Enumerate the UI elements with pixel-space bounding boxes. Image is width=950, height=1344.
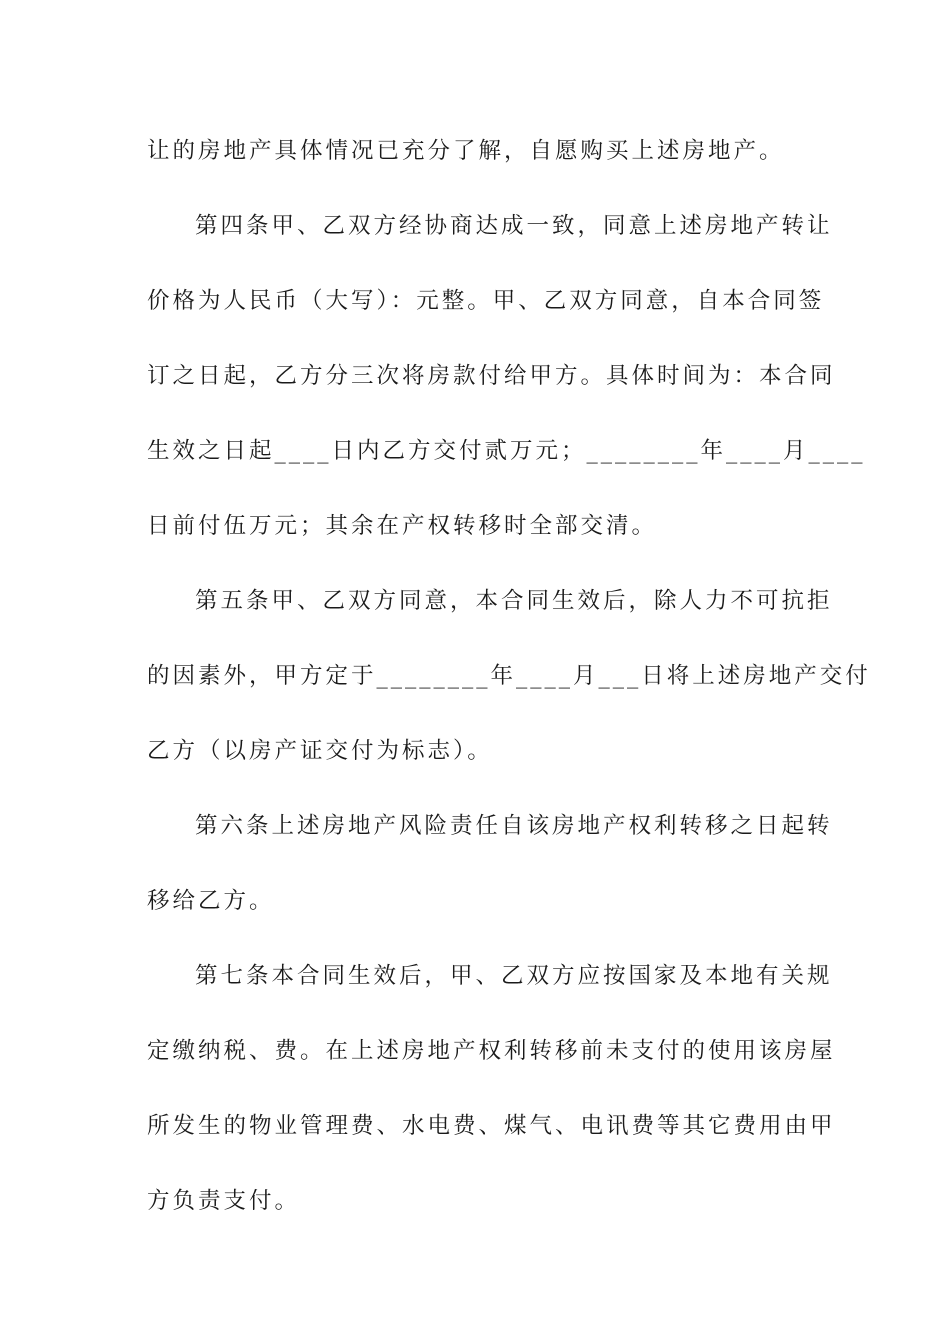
- text-line: 的因素外，甲方定于________年____月___日将上述房地产交付: [147, 663, 871, 689]
- text-line: 乙方（以房产证交付为标志）。: [147, 738, 493, 764]
- text-line: 订之日起，乙方分三次将房款付给甲方。具体时间为：本合同: [147, 363, 836, 389]
- article-7-line: 第七条本合同生效后，甲、乙双方应按国家及本地有关规: [195, 963, 833, 989]
- text-line: 价格为人民币（大写）：元整。甲、乙双方同意，自本合同签: [147, 288, 825, 314]
- text-line: 日前付伍万元；其余在产权转移时全部交清。: [147, 513, 658, 539]
- text-line: 移给乙方。: [147, 888, 275, 914]
- text-line: 生效之日起____日内乙方交付贰万元；________年____月____: [147, 438, 866, 464]
- article-5-line: 第五条甲、乙双方同意，本合同生效后，除人力不可抗拒: [195, 588, 833, 614]
- text-line: 所发生的物业管理费、水电费、煤气、电讯费等其它费用由甲: [147, 1113, 836, 1139]
- article-4-line: 第四条甲、乙双方经协商达成一致，同意上述房地产转让: [195, 213, 833, 239]
- text-line: 定缴纳税、费。在上述房地产权利转移前未支付的使用该房屋: [147, 1038, 836, 1064]
- text-line: 让的房地产具体情况已充分了解，自愿购买上述房地产。: [147, 138, 785, 164]
- article-6-line: 第六条上述房地产风险责任自该房地产权利转移之日起转: [195, 813, 833, 839]
- text-line: 方负责支付。: [147, 1188, 301, 1214]
